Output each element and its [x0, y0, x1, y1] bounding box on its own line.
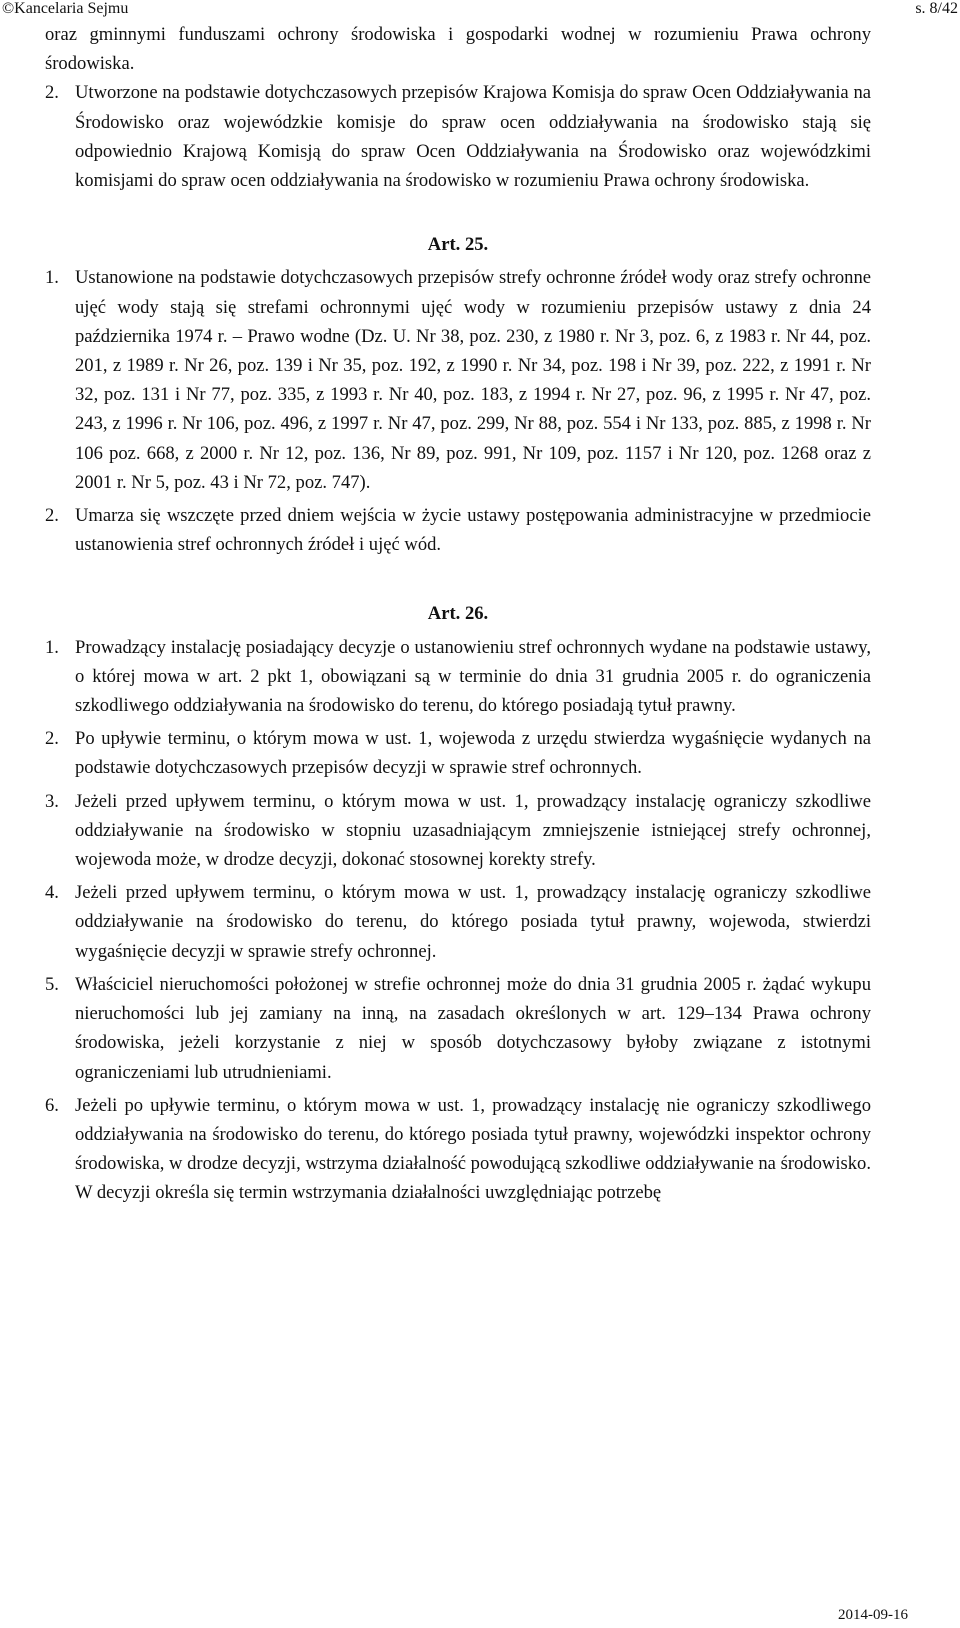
- art26-item-4: [45, 878, 871, 966]
- item-number: 3.: [45, 790, 59, 812]
- item-number: 2.: [45, 728, 59, 750]
- article-title-26: Art. 26.: [427, 603, 489, 625]
- item-text: Jeżeli przed upływem terminu, o którym mowa w ust. 1, prowadzący instalację ograniczy szkodliwe oddziaływanie na środowisko w stopniu uzasadniającym zmniejszenie istniejącej strefy ochronnej, wojewoda może, w drodze decyzji, dokonać stosownej korekty strefy.: [75, 790, 871, 871]
- document-body: [45, 20, 871, 1212]
- art24-item-2: [45, 78, 871, 195]
- item-number: 6.: [45, 1094, 59, 1116]
- art26-item-6: [45, 1091, 871, 1208]
- item-number: 1.: [45, 636, 59, 658]
- item-number: 1.: [45, 267, 59, 289]
- item-text: Właściciel nieruchomości położonej w strefie ochronnej może do dnia 31 grudnia 2005 r. żądać wykupu nieruchomości lub jej zamiany na inną, na zasadach określonych w art. 129–134 Prawa ochrony środowiska, jeżeli korzystanie z niej w sposób dotychczasowy byłoby związane z istotnymi ograniczeniami lub utrudnieniami.: [75, 973, 871, 1083]
- art26-item-2: [45, 724, 871, 782]
- art26-item-1: [45, 633, 871, 721]
- item-text: Ustanowione na podstawie dotychczasowych przepisów strefy ochronne źródeł wody oraz strefy ochronne ujęć wody stają się strefami ochronnymi ujęć wody w rozumieniu przepisów ustawy z dnia 24 października 1974 r. – Prawo wodne (Dz. U. Nr 38, poz. 230, z 1980 r. Nr 3, poz. 6, z 1983 r. Nr 44, poz. 201, z 1989 r. Nr 26, poz. 139 i Nr 35, poz. 192, z 1990 r. Nr 34, poz. 198 i Nr 39, poz. 222, z 1991 r. Nr 32, poz. 131 i Nr 77, poz. 335, z 1993 r. Nr 40, poz. 183, z 1994 r. Nr 27, poz. 96, z 1995 r. Nr 47, poz. 243, z 1996 r. Nr 106, poz. 496, z 1997 r. Nr 47, poz. 299, Nr 88, poz. 554 i Nr 133, poz. 885, z 1998 r. Nr 106 poz. 668, z 2000 r. Nr 12, poz. 136, Nr 89, poz. 991, Nr 109, poz. 1157 i Nr 120, poz. 1268 oraz z 2001 r. Nr 5, poz. 43 i Nr 72, poz. 747).: [75, 267, 871, 493]
- item-text: Umarza się wszczęte przed dniem wejścia w życie ustawy postępowania administracyjne w przedmiocie ustanowienia stref ochronnych źródeł i ujęć wód.: [75, 505, 871, 556]
- item-number: 2.: [45, 505, 59, 527]
- art26-item-5: [45, 970, 871, 1087]
- item-number: 2.: [45, 82, 59, 104]
- item-number: 5.: [45, 973, 59, 995]
- article-title-25: Art. 25.: [427, 234, 489, 256]
- page-number: s. 8/42: [915, 0, 958, 17]
- item-text: Jeżeli przed upływem terminu, o którym mowa w ust. 1, prowadzący instalację ograniczy szkodliwe oddziaływanie na środowisko do terenu, do którego posiada tytuł prawny, wojewoda, stwierdzi wygaśnięcie decyzji w sprawie strefy ochronnej.: [75, 882, 871, 962]
- art25-item-1: [45, 263, 871, 497]
- item-text: Po upływie terminu, o którym mowa w ust. 1, wojewoda z urzędu stwierdza wygaśnięcie wydanych na podstawie dotychczasowych przepisów decyzji w sprawie stref ochronnych.: [75, 728, 871, 779]
- page-header: [0, 0, 960, 22]
- item-text: Jeżeli po upływie terminu, o którym mowa w ust. 1, prowadzący instalację nie ograniczy szkodliwego oddziaływania na środowisko do terenu, do którego posiada tytuł prawny, wojewódzki inspektor ochrony środowiska, w drodze decyzji, wstrzyma działalność powodującą szkodliwe oddziaływanie na środowisko. W decyzji określa się termin wstrzymania działalności uwzględniając potrzebę: [75, 1094, 871, 1204]
- continuation-text: oraz gminnymi funduszami ochrony środowiska i gospodarki wodnej w rozumieniu Prawa ochrony środowiska.: [45, 24, 871, 75]
- footer-date: 2014-09-16: [838, 1607, 908, 1623]
- copyright-label: ©Kancelaria Sejmu: [2, 0, 129, 17]
- item-text: Prowadzący instalację posiadający decyzje o ustanowieniu stref ochronnych wydane na podstawie ustawy, o której mowa w art. 2 pkt 1, obowiązani są w terminie do dnia 31 grudnia 2005 r. do ograniczenia szkodliwego oddziaływania na środowisko do terenu, do którego posiadają tytuł prawny.: [75, 636, 871, 717]
- art25-item-2: [45, 501, 871, 559]
- item-text: Utworzone na podstawie dotychczasowych przepisów Krajowa Komisja do spraw Ocen Oddziaływania na Środowisko oraz wojewódzkie komisje do spraw ocen oddziaływania na środowisko stają się odpowiednio Krajową Komisją do spraw Ocen Oddziaływania na Środowisko oraz wojewódzkimi komisjami do spraw ocen oddziaływania na środowisko w rozumieniu Prawa ochrony środowiska.: [75, 82, 871, 192]
- item-number: 4.: [45, 882, 59, 904]
- art26-item-3: [45, 787, 871, 875]
